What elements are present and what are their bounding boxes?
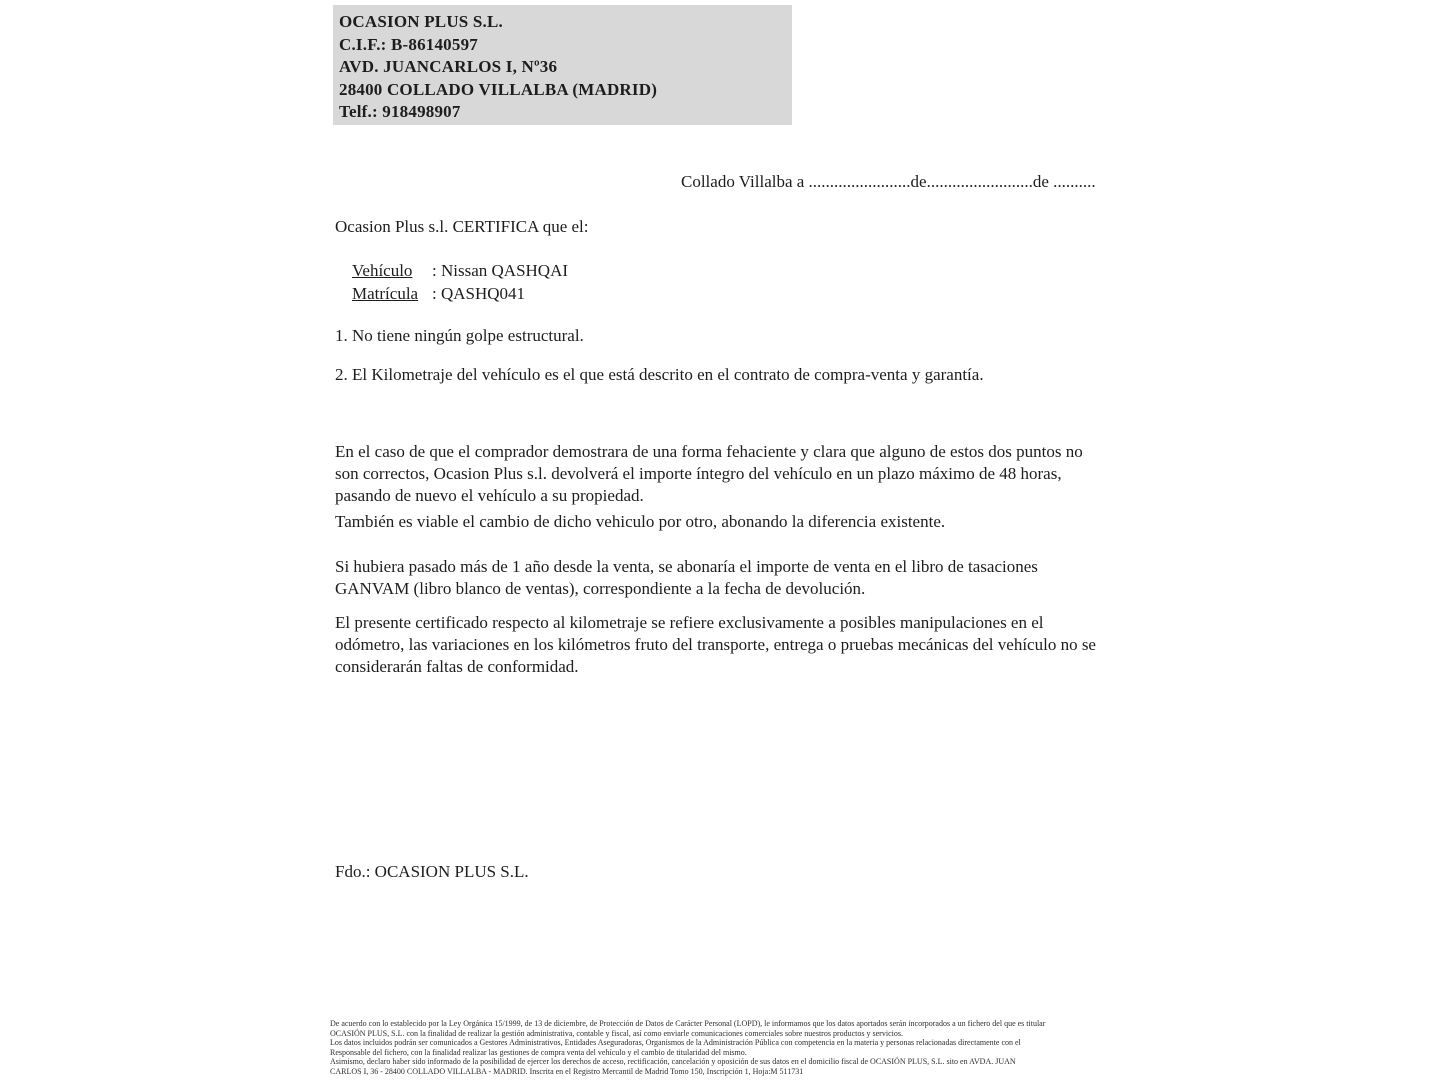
legal-line-6: CARLOS I, 36 - 28400 COLLADO VILLALBA - MADRID. Inscrita en el Registro Mercantil de Madrid Tomo 150, Inscripción 1, Hoja:M 511731	[330, 1066, 804, 1076]
body-paragraph-odometer: El presente certificado respecto al kilometraje se refiere exclusivamente a posibles manipulaciones en el odómetro, las variaciones en los kilómetros fruto del transporte, entrega o pruebas mecánicas del vehículo no se considerarán faltas de conformidad.	[335, 613, 1096, 676]
vehicle-value: Nissan QASHQAI	[440, 261, 569, 280]
company-phone: Telf.: 918498907	[339, 102, 461, 122]
plate-separator: :	[432, 284, 441, 303]
certifies-line: Ocasion Plus s.l. CERTIFICA que el:	[335, 217, 589, 236]
body-paragraph-refund: En el caso de que el comprador demostrara de una forma fehaciente y clara que alguno de estos dos puntos no son correctos, Ocasion Plus s.l. devolverá el importe íntegro del vehículo en un plazo máximo de 48 horas, pasando de nuevo el vehículo a su propiedad.	[335, 442, 1083, 505]
company-address: AVD. JUANCARLOS I, Nº36	[339, 57, 558, 77]
vehicle-label: Vehículo	[352, 261, 413, 280]
company-cif: C.I.F.: B-86140597	[339, 34, 478, 54]
body-paragraph-exchange: También es viable el cambio de dicho vehiculo por otro, abonando la diferencia existente.	[335, 512, 946, 531]
company-name: OCASION PLUS S.L.	[339, 12, 503, 31]
legal-line-1: De acuerdo con lo establecido por la Ley Orgánica 15/1999, de 13 de diciembre, de Protección de Datos de Carácter Personal (LOPD), le informamos que los datos aportados serán incorporados a un fichero del que es titular	[330, 1019, 1046, 1028]
plate-line	[335, 264, 525, 324]
certificate-point-1: 1. No tiene ningún golpe estructural.	[335, 326, 584, 345]
legal-line-5: Asimismo, declaro haber sido informado de la posibilidad de ejercer los derechos de acceso, rectificación, cancelación y oposición de sus datos en el domicilio fiscal de OCASIÓN PLUS, S.L. sito en AVDA. JUAN	[330, 1057, 1016, 1067]
legal-line-4: Responsable del fichero, con la finalidad realizar las gestiones de compra venta del vehículo y el cambio de titularidad del mismo.	[330, 1047, 747, 1057]
legal-footer	[330, 1019, 1120, 1077]
signature-line: Fdo.: OCASION PLUS S.L.	[335, 862, 529, 881]
letterhead	[333, 5, 792, 125]
legal-line-2: OCASIÓN PLUS, S.L. con la finalidad de realizar la gestión administrativa, contable y fiscal, así como enviarle comunicaciones comerciales sobre nuestros productos y servicios.	[330, 1028, 903, 1038]
vehicle-separator: :	[432, 261, 441, 280]
body-paragraph-ganvam: Si hubiera pasado más de 1 año desde la venta, se abonaría el importe de venta en el libro de tasaciones GANVAM (libro blanco de ventas), correspondiente a la fecha de devolución.	[335, 557, 1038, 598]
date-line: Collado Villalba a ........................de.........................de ..........	[681, 172, 1096, 191]
plate-label: Matrícula	[352, 284, 419, 303]
company-city: 28400 COLLADO VILLALBA (MADRID)	[339, 79, 658, 99]
legal-line-3: Los datos incluidos podrán ser comunicados a Gestores Administrativos, Entidades Aseguradoras, Organismos de la Administración Pública con competencia en la materia y personas relacionadas directamente con el	[330, 1038, 1021, 1048]
plate-value: QASHQ041	[440, 284, 526, 303]
certificate-point-2: 2. El Kilometraje del vehículo es el que está descrito en el contrato de compra-venta y garantía.	[335, 365, 984, 384]
